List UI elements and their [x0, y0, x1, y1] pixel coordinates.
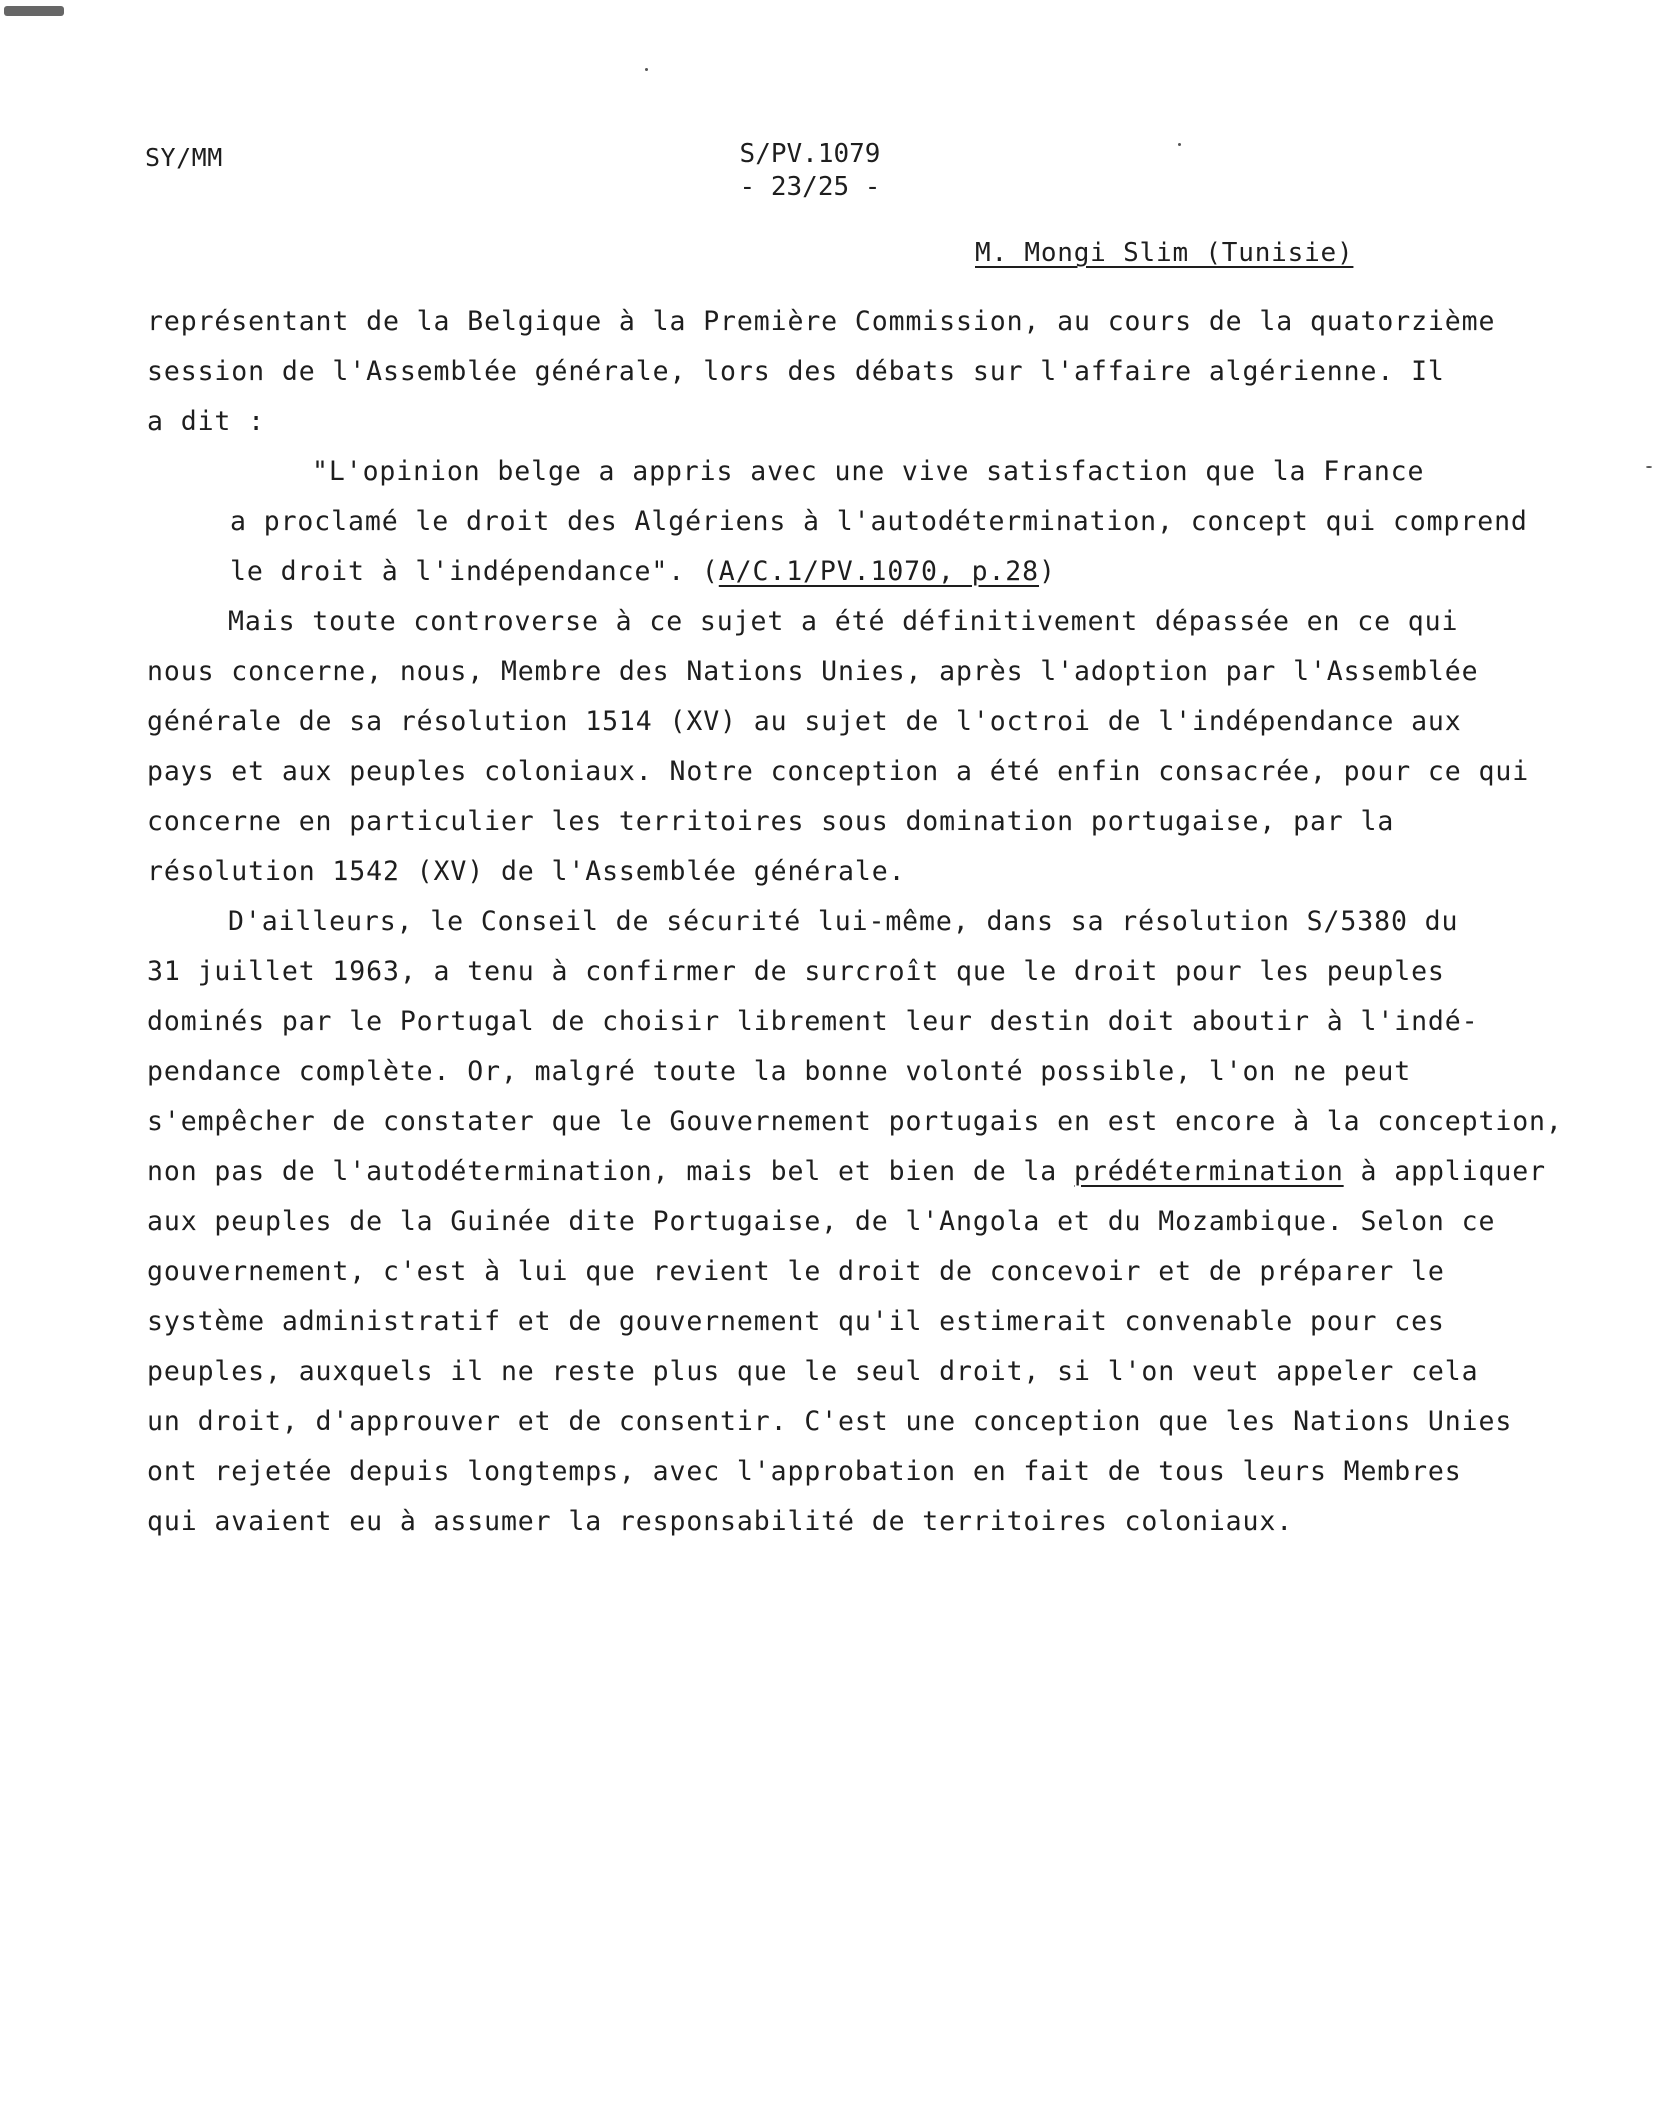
text-line: aux peuples de la Guinée dite Portugaise, de l'Angola et du Mozambique. Selon ce	[147, 1206, 1496, 1237]
citation-close: )	[1039, 556, 1056, 587]
scan-speck	[4, 6, 64, 16]
text-line: système administratif et de gouvernement qu'il estimerait convenable pour ces	[147, 1306, 1445, 1337]
text-line: un droit, d'approuver et de consentir. C'est une conception que les Nations Unies	[147, 1406, 1513, 1437]
text-segment: à appliquer	[1343, 1156, 1546, 1187]
text-line: pendance complète. Or, malgré toute la bonne volonté possible, l'on ne peut	[147, 1056, 1412, 1087]
scan-speck	[1646, 466, 1652, 468]
text-line: nous concerne, nous, Membre des Nations Unies, après l'adoption par l'Assemblée	[147, 656, 1479, 687]
speaker-name: M. Mongi Slim (Tunisie)	[975, 238, 1354, 268]
text-line: générale de sa résolution 1514 (XV) au sujet de l'octroi de l'indépendance aux	[147, 706, 1462, 737]
text-segment: non pas de l'autodétermination, mais bel et bien de la	[147, 1156, 1074, 1187]
text-line: session de l'Assemblée générale, lors des débats sur l'affaire algérienne. Il	[147, 356, 1445, 387]
quote-line: "L'opinion belge a appris avec une vive satisfaction que la France	[312, 456, 1425, 487]
text-line: ont rejetée depuis longtemps, avec l'approbation en fait de tous leurs Membres	[147, 1456, 1462, 1487]
text-line: pays et aux peuples coloniaux. Notre conception a été enfin consacrée, pour ce qui	[147, 756, 1530, 787]
document-symbol-block	[700, 138, 920, 204]
document-symbol: S/PV.1079	[739, 139, 881, 169]
document-citation: A/C.1/PV.1070, p.28	[718, 556, 1040, 587]
scan-speck	[1178, 143, 1181, 146]
text-line: qui avaient eu à assumer la responsabilité de territoires coloniaux.	[147, 1506, 1294, 1537]
text-line: dominés par le Portugal de choisir librement leur destin doit aboutir à l'indé-	[147, 1006, 1479, 1037]
scan-speck	[645, 68, 648, 71]
text-line	[147, 1156, 1546, 1187]
text-line: résolution 1542 (XV) de l'Assemblée générale.	[147, 856, 906, 887]
speaker-heading	[975, 238, 1353, 268]
emphasized-term: prédétermination	[1074, 1156, 1344, 1187]
text-line: 31 juillet 1963, a tenu à confirmer de surcroît que le droit pour les peuples	[147, 956, 1445, 987]
page-number: - 23/25 -	[739, 172, 881, 202]
document-reference: SY/MM	[145, 143, 223, 172]
text-line: gouvernement, c'est à lui que revient le droit de concevoir et de préparer le	[147, 1256, 1445, 1287]
text-line: concerne en particulier les territoires sous domination portugaise, par la	[147, 806, 1395, 837]
quote-text: le droit à l'indépendance". (	[230, 556, 719, 587]
quote-line	[230, 556, 1056, 587]
text-line: Mais toute controverse à ce sujet a été définitivement dépassée en ce qui	[228, 606, 1459, 637]
text-line: représentant de la Belgique à la Première Commission, au cours de la quatorzième	[147, 306, 1496, 337]
quote-line: a proclamé le droit des Algériens à l'autodétermination, concept qui comprend	[230, 506, 1528, 537]
text-line: peuples, auxquels il ne reste plus que le seul droit, si l'on veut appeler cela	[147, 1356, 1479, 1387]
text-line: D'ailleurs, le Conseil de sécurité lui-même, dans sa résolution S/5380 du	[228, 906, 1459, 937]
text-line: a dit :	[147, 406, 265, 437]
text-line: s'empêcher de constater que le Gouvernement portugais en est encore à la conception,	[147, 1106, 1563, 1137]
